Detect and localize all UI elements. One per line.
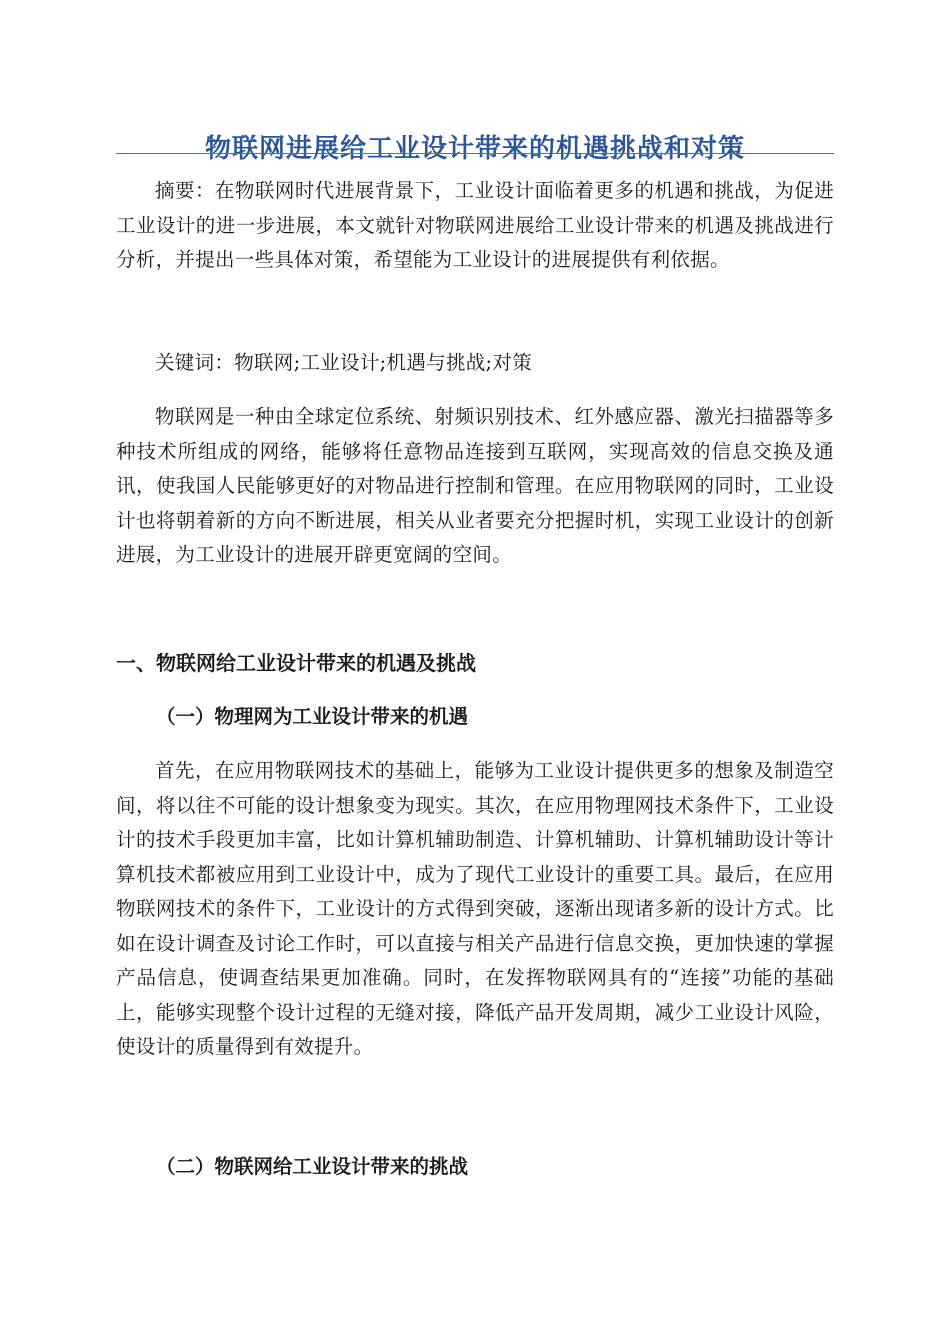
section-heading: 一、物联网给工业设计带来的机遇及挑战 xyxy=(116,651,476,675)
subsection-heading-opportunities: （一）物理网为工业设计带来的机遇 xyxy=(156,705,469,728)
intro-paragraph: 物联网是一种由全球定位系统、射频识别技术、红外感应器、激光扫描器等多种技术所组成的网络，能够将任意物品连接到互联网，实现高效的信息交换及通讯，使我国人民能够更好的对物品进行控制和管理。在应用物联网的同时，工业设计也将朝着新的方向不断进展，相关从业者要充分把握时机，实现工业设计的创新进展，为工业设计的进展开辟更宽阔的空间。 xyxy=(116,405,834,566)
subsection-heading-challenges: （二）物联网给工业设计带来的挑战 xyxy=(156,1155,469,1178)
abstract-paragraph: 摘要：在物联网时代进展背景下，工业设计面临着更多的机遇和挑战，为促进工业设计的进一步进展，本文就针对物联网进展给工业设计带来的机遇及挑战进行分析，并提出一些具体对策，希望能为工业设计的进展提供有利依据。 xyxy=(116,179,834,271)
keywords-paragraph: 关键词：物联网;工业设计;机遇与挑战;对策 xyxy=(155,351,533,374)
opportunities-paragraph: 首先，在应用物联网技术的基础上，能够为工业设计提供更多的想象及制造空间，将以往不可能的设计想象变为现实。其次，在应用物理网技术条件下，工业设计的技术手段更加丰富，比如计算机辅助制造、计算机辅助、计算机辅助设计等计算机技术都被应用到工业设计中，成为了现代工业设计的重要工具。最后，在应用物联网技术的条件下，工业设计的方式得到突破，逐渐出现诸多新的设计方式。比如在设计调查及讨论工作时，可以直接与相关产品进行信息交换，更加快速的掌握产品信息，使调查结果更加准确。同时，在发挥物联网具有的“连接”功能的基础上，能够实现整个设计过程的无缝对接，降低产品开发周期，减少工业设计风险，使设计的质量得到有效提升。 xyxy=(116,759,834,1058)
title-underline xyxy=(116,153,834,154)
document-title: 物联网进展给工业设计带来的机遇挑战和对策 xyxy=(204,134,745,165)
